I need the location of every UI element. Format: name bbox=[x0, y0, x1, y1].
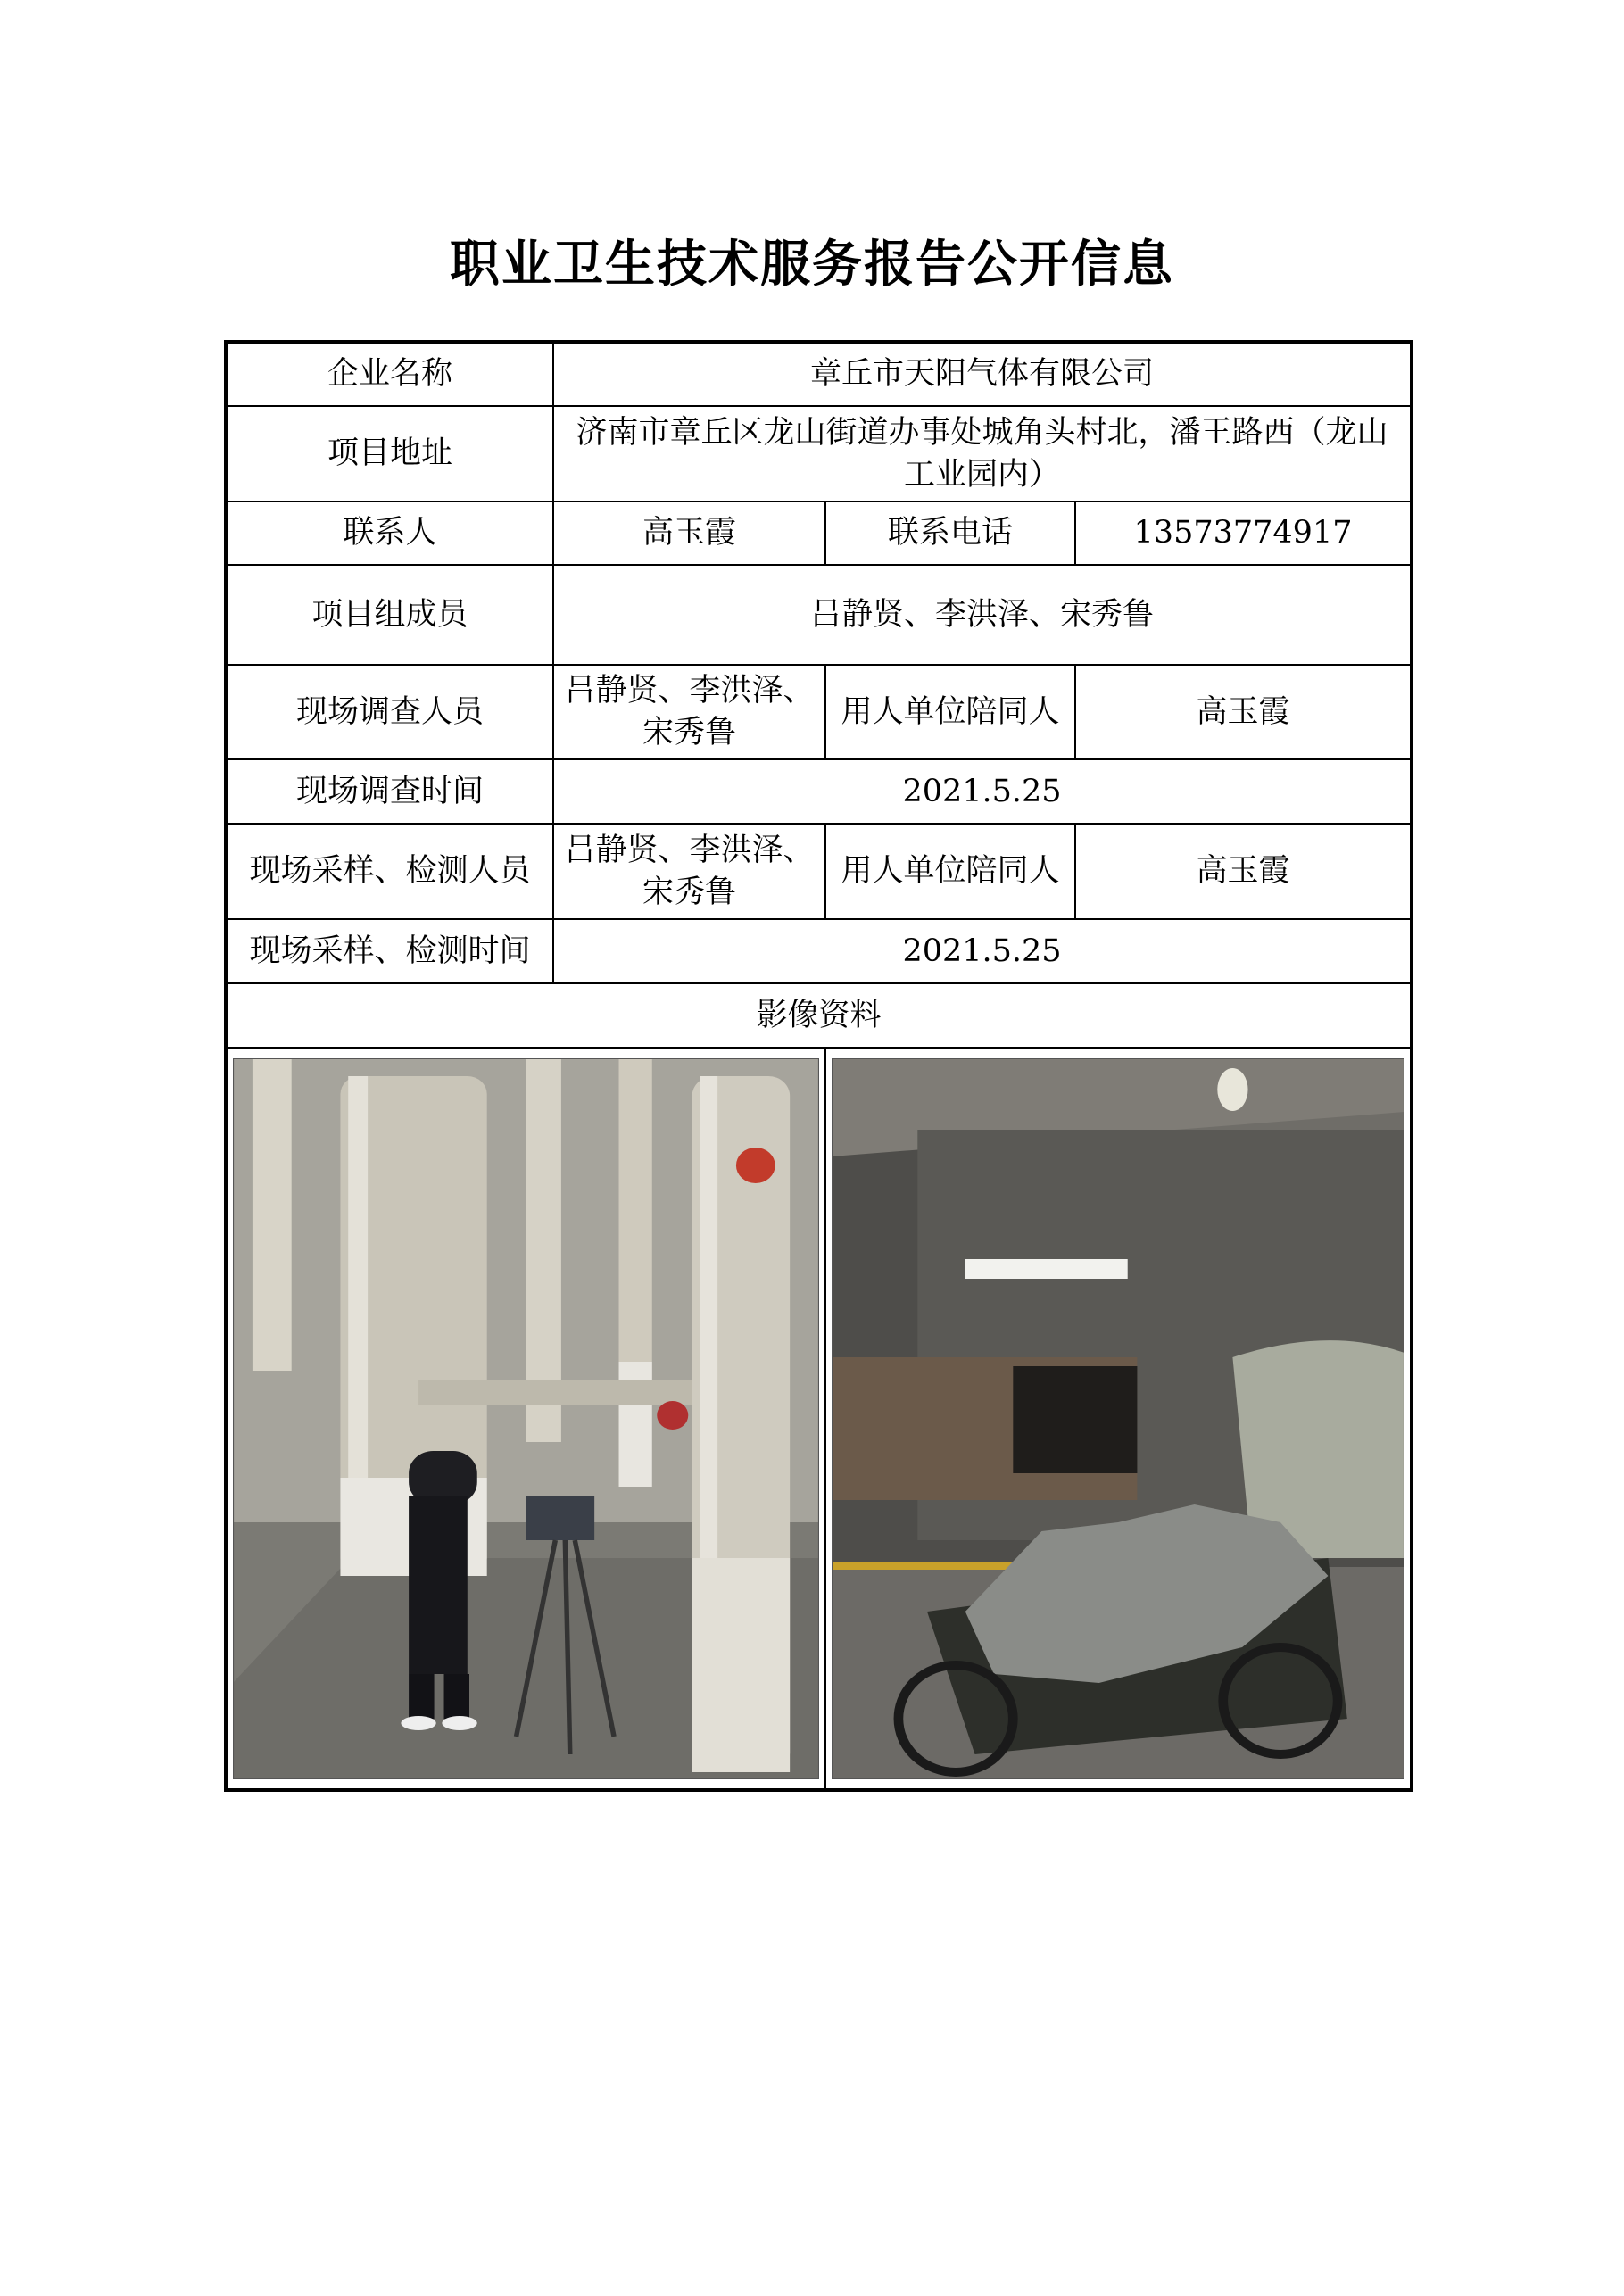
survey-escort-label: 用人单位陪同人 bbox=[825, 665, 1075, 759]
row-survey-time bbox=[226, 759, 1412, 824]
photo-cart-with-rocks bbox=[832, 1058, 1404, 1779]
contact-value: 高玉霞 bbox=[553, 501, 825, 565]
photo-cell-left bbox=[226, 1048, 825, 1790]
address-value: 济南市章丘区龙山街道办事处城角头村北，潘王路西（龙山工业园内） bbox=[553, 406, 1412, 501]
images-label: 影像资料 bbox=[226, 983, 1412, 1048]
company-label: 企业名称 bbox=[226, 342, 553, 406]
survey-escort-value: 高玉霞 bbox=[1075, 665, 1412, 759]
phone-value: 13573774917 bbox=[1075, 501, 1412, 565]
row-sampling-time bbox=[226, 919, 1412, 983]
team-label: 项目组成员 bbox=[226, 565, 553, 665]
company-value: 章丘市天阳气体有限公司 bbox=[553, 342, 1412, 406]
survey-staff-value: 吕静贤、李洪泽、宋秀鲁 bbox=[553, 665, 825, 759]
row-address bbox=[226, 406, 1412, 501]
page-title: 职业卫生技术服务报告公开信息 bbox=[450, 236, 1174, 294]
photo-sampling-at-gas-columns bbox=[233, 1058, 819, 1779]
survey-time-value: 2021.5.25 bbox=[553, 759, 1412, 824]
sampling-escort-label: 用人单位陪同人 bbox=[825, 824, 1075, 919]
phone-label: 联系电话 bbox=[825, 501, 1075, 565]
row-team bbox=[226, 565, 1412, 665]
row-contact bbox=[226, 501, 1412, 565]
row-company bbox=[226, 342, 1412, 406]
team-value: 吕静贤、李洪泽、宋秀鲁 bbox=[553, 565, 1412, 665]
sampling-escort-value: 高玉霞 bbox=[1075, 824, 1412, 919]
photo-cell-right bbox=[825, 1048, 1412, 1790]
sampling-time-label: 现场采样、检测时间 bbox=[226, 919, 553, 983]
contact-label: 联系人 bbox=[226, 501, 553, 565]
sampling-time-value: 2021.5.25 bbox=[553, 919, 1412, 983]
row-images-header bbox=[226, 983, 1412, 1048]
row-sampling-staff bbox=[226, 824, 1412, 919]
row-survey-staff bbox=[226, 665, 1412, 759]
sampling-staff-value: 吕静贤、李洪泽、宋秀鲁 bbox=[553, 824, 825, 919]
survey-staff-label: 现场调查人员 bbox=[226, 665, 553, 759]
info-table bbox=[224, 340, 1413, 1792]
sampling-staff-label: 现场采样、检测人员 bbox=[226, 824, 553, 919]
address-label: 项目地址 bbox=[226, 406, 553, 501]
row-images bbox=[226, 1048, 1412, 1790]
survey-time-label: 现场调查时间 bbox=[226, 759, 553, 824]
